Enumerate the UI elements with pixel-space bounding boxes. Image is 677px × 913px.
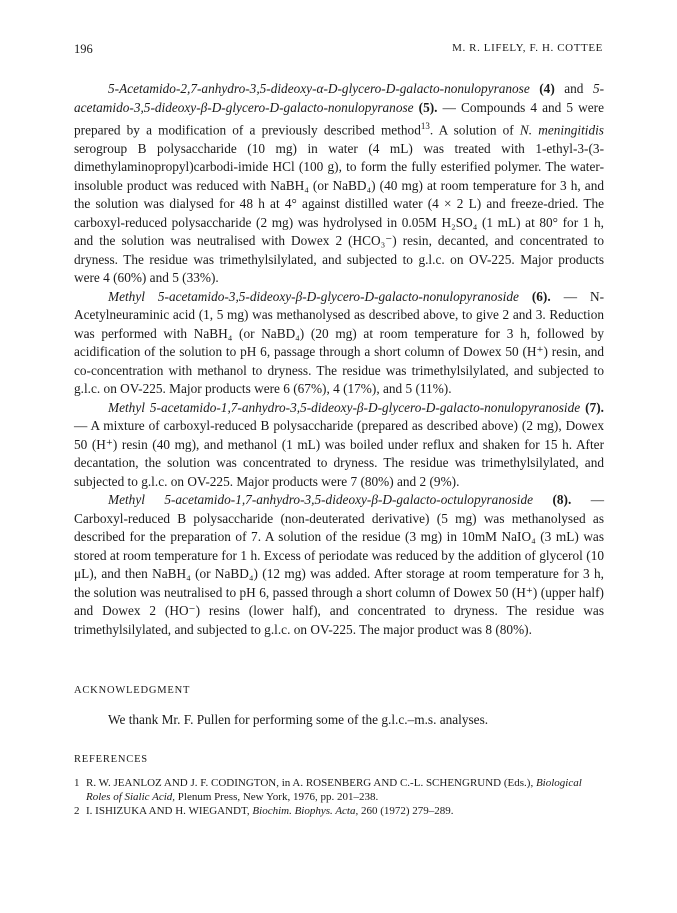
acknowledgment-text: We thank Mr. F. Pullen for performing some of the g.l.c.–m.s. analyses. [108, 712, 489, 727]
paragraph-text: — Carboxyl-reduced B polysaccharide (non-deuterated derivative) (5 mg) was methanolysed as described for the preparation of 7. A solution of the residue (3 mg) in 10mM NaIO₄ (3 mL) was stored at room temperature for 1 h. Excess of periodate was reduced by the addition of glycerol (10 μL), and then NaBH₄ (or NaBD₄) (12 mg) was added. After storage at room temperature for 3 h, the solution was neutralised to pH 6, passed through a short column of Dowex 50 (H⁺) (upper half) and Dowex 2 (HO⁻) resins (lower half), and concentrated to dryness. The residue was trimethylsilylated, and subjected to g.l.c. on OV-225. The major product was 8 (80%). [74, 492, 605, 637]
paragraph-compound-6 [74, 288, 604, 399]
paragraph-text: — Compounds 4 and 5 were prepared by a modification of a previously described method [74, 99, 605, 138]
reference-list [74, 776, 604, 818]
paragraph-compound-7 [74, 399, 604, 492]
reference-text [86, 804, 604, 818]
connector-text: and [564, 81, 584, 96]
reference-number: 1 [74, 777, 80, 789]
paragraph-text: . A solution of [429, 122, 514, 138]
compound-number: (4) [539, 81, 555, 96]
reference-title: Biological Roles of Sialic Acid, [86, 777, 582, 803]
reference-number: 2 [74, 805, 80, 817]
paragraph-compound-8 [74, 491, 604, 639]
paragraph-text: serogroup B polysaccharide (10 mg) in water (4 mL) was treated with 1-ethyl-3-(3-dimethylaminopropyl)carbodi-imide HCl (100 g), to form the fully esterified polymer. The water-insoluble product was reduced with NaBH₄ (or NaBD₄) (40 mg) at room temperature for 3 h, and the solution was dialysed for 48 h at 4° against distilled water (4 × 2 L) and freeze-dried. The carboxyl-reduced polysaccharide (2 mg) was hydrolysed in 0.05M H₂SO₄ (1 mL) at 80° for 1 h, and the solution was neutralised with Dowex 2 (HCO₃⁻) resin, decanted, and concentrated to dryness. The residue was trimethylsilylated, and subjected to g.l.c. on OV-225. Major products were 4 (60%) and 5 (33%). [74, 140, 604, 286]
reference-superscript: 13 [420, 121, 430, 131]
compound-number: (7). [585, 399, 604, 415]
species-name: N. meningitidis [519, 122, 604, 138]
reference-details: Plenum Press, New York, 1976, pp. 201–238. [177, 791, 379, 803]
running-head-authors: M. R. LIFELY, F. H. COTTEE [452, 42, 603, 54]
page-number: 196 [74, 42, 93, 56]
references-heading: REFERENCES [74, 754, 148, 765]
reference-text [86, 776, 604, 804]
compound-name: 5-acetamido-3,5-dideoxy-β-D-glycero-D-galacto-nonulopyranose [74, 81, 605, 115]
compound-number: (8). [552, 492, 572, 508]
reference-item [74, 776, 604, 804]
reference-authors: I. ISHIZUKA AND H. WIEGANDT, [86, 805, 250, 817]
reference-details: 260 (1972) 279–289. [360, 805, 454, 817]
compound-number: (6). [531, 288, 551, 304]
reference-title: Biochim. Biophys. Acta, [252, 805, 359, 817]
body-text [74, 80, 604, 639]
compound-name: 5-Acetamido-2,7-anhydro-3,5-dideoxy-α-D-glycero-D-galacto-nonulopyranose [108, 81, 530, 96]
running-head [74, 42, 603, 57]
reference-authors: R. W. JEANLOZ AND J. F. CODINGTON, in A. ROSENBERG AND C.-L. SCHENGRUND (Eds.), [86, 777, 534, 789]
paragraph-text: — N-Acetylneuraminic acid (1, 5 mg) was methanolysed as described above, to give 2 and 3. Reduction was performed with NaBH₄ (or NaBD₄) (20 mg) at room temperature for 3 h, followed by acidification of the solution to pH 6, passage through a short column of Dowex 50 (H⁺) resin, and co-concentration with methanol to dryness. The residue was trimethylsilylated, and subjected to g.l.c. on OV-225. Major products were 6 (67%), 4 (17%), and 5 (11%). [74, 288, 604, 397]
acknowledgment-heading: ACKNOWLEDGMENT [74, 685, 191, 696]
compound-number: (5). [418, 99, 438, 115]
reference-item [74, 804, 604, 818]
paragraph-text: — A mixture of carboxyl-reduced B polysaccharide (prepared as described above) (2 mg), Dowex 50 (H⁺) resin (40 mg), and methanol (1 mL) was boiled under reflux and shaken for 15 h. After decantation, the solution was concentrated to dryness. The residue was trimethylsilylated, and subjected to g.l.c. on OV-225. Major products were 7 (80%) and 2 (9%). [74, 418, 604, 489]
compound-name: Methyl 5-acetamido-3,5-dideoxy-β-D-glycero-D-galacto-nonulopyranoside [108, 288, 519, 304]
paragraph-compounds-4-5 [74, 80, 604, 288]
compound-name: Methyl 5-acetamido-1,7-anhydro-3,5-dideoxy-β-D-glycero-D-galacto-nonulopyranoside [108, 399, 581, 415]
compound-name: Methyl 5-acetamido-1,7-anhydro-3,5-dideoxy-β-D-galacto-octulopyranoside [108, 492, 534, 508]
